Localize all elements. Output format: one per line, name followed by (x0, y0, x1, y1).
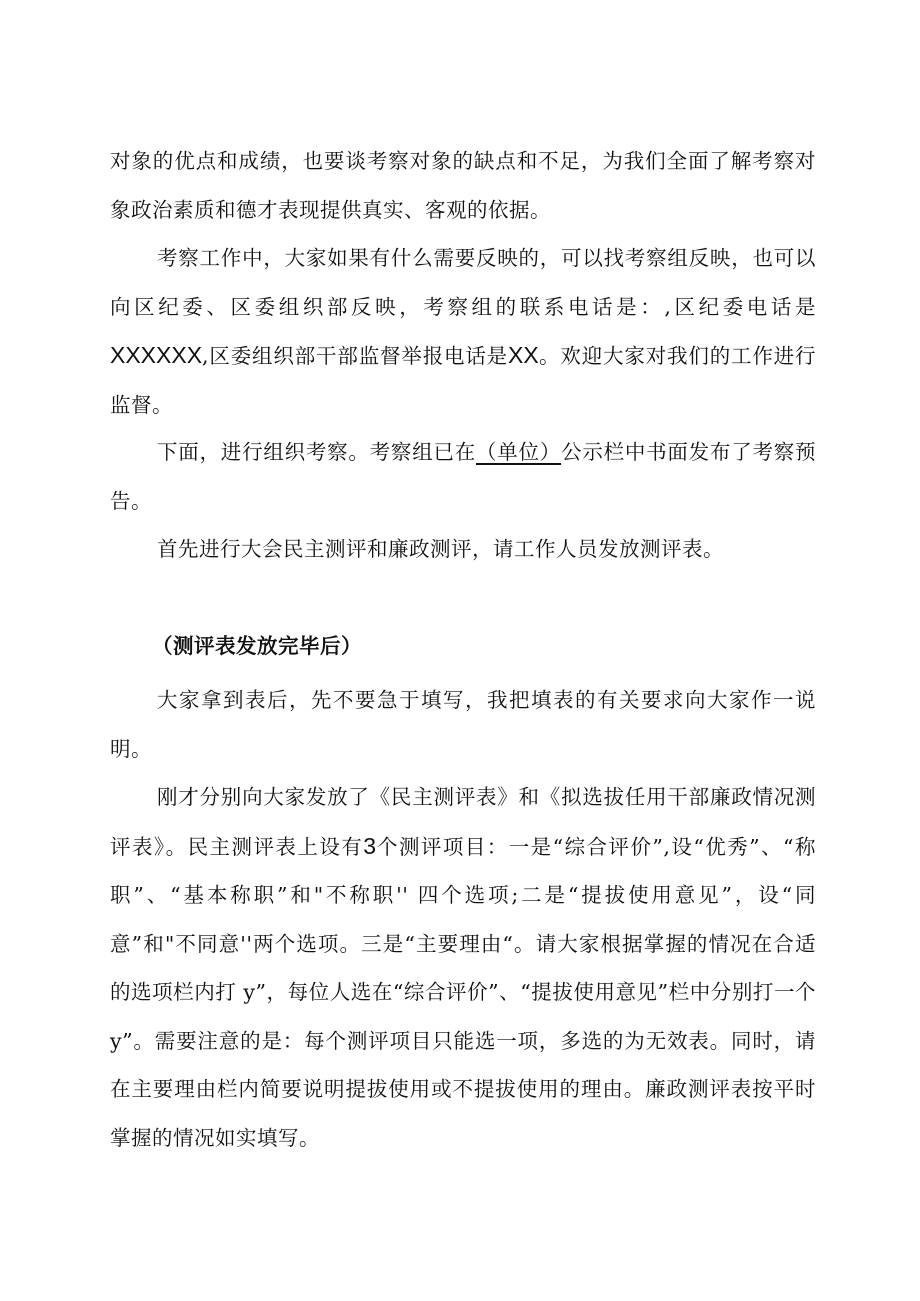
paragraph-text: 对象的优点和成绩，也要谈考察对象的缺点和不足，为我们全面了解考察对象政治素质和德才表现提供真实、客观的依据。 (110, 149, 816, 222)
phone-placeholder-1: XXXXXX (110, 342, 203, 368)
paragraph-text: 下面，进行组织考察。考察组已在 (157, 440, 476, 464)
paragraph-text: 考察工作中，大家如果有什么需要反映的，可以找考察组反映，也可以向区纪委、区委组织部反映，考察组的联系电话是：,区纪委电话是 (110, 246, 816, 319)
paragraph-contact-info (110, 234, 816, 429)
phone-placeholder-2: XX (508, 342, 539, 368)
item-count: 3 (363, 832, 377, 859)
paragraph-text: ,区委组织部干部监督举报电话是 (202, 344, 509, 368)
paragraph-text: 公示栏中书面发布了考察预告。 (110, 440, 817, 513)
paragraph-text: 刚才分别向大家发放了《民主测评表》和《拟选拔任用干部廉政情况测评表》。民主测评表上设有 (110, 785, 816, 859)
heading-text: （测评表发放完毕后） (152, 634, 362, 658)
paragraph-form-instructions (110, 773, 816, 1162)
paragraph-evaluation-purpose (110, 137, 816, 234)
paragraph-text: 首先进行大会民主测评和廉政测评，请工作人员发放测评表。 (157, 537, 724, 561)
paragraph-text: 个测评项目：一是“综合评价”,设“优秀”、“称职”、“基本称职”和"不称职'' 四个选项;二是“提拔使用意见”，设“同意”和"不同意''两个选项。三是“主要理由“。请大家根据掌握的情况在合适的选项栏内打 y”，每位人选在“综合评价”、“提拔使用意见”栏中分别打一个 y”。需要注意的是：每个测评项目只能选一项，多选的为无效表。同时，请在主要理由栏内简要说明提拔使用或不提拔使用的理由。廉政测评表按平时掌握的情况如实填写。 (110, 834, 816, 1150)
unit-blank: （单位） (476, 440, 562, 464)
paragraph-text: 。欢迎大家对我们的工作进行监督。 (110, 344, 817, 417)
paragraph-text: 大家拿到表后，先不要急于填写，我把填表的有关要求向大家作一说明。 (110, 688, 816, 761)
paragraph-organization-inspection (110, 428, 816, 525)
section-heading (152, 622, 812, 671)
paragraph-distribute-forms (110, 525, 816, 574)
paragraph-instructions-intro (110, 676, 816, 773)
